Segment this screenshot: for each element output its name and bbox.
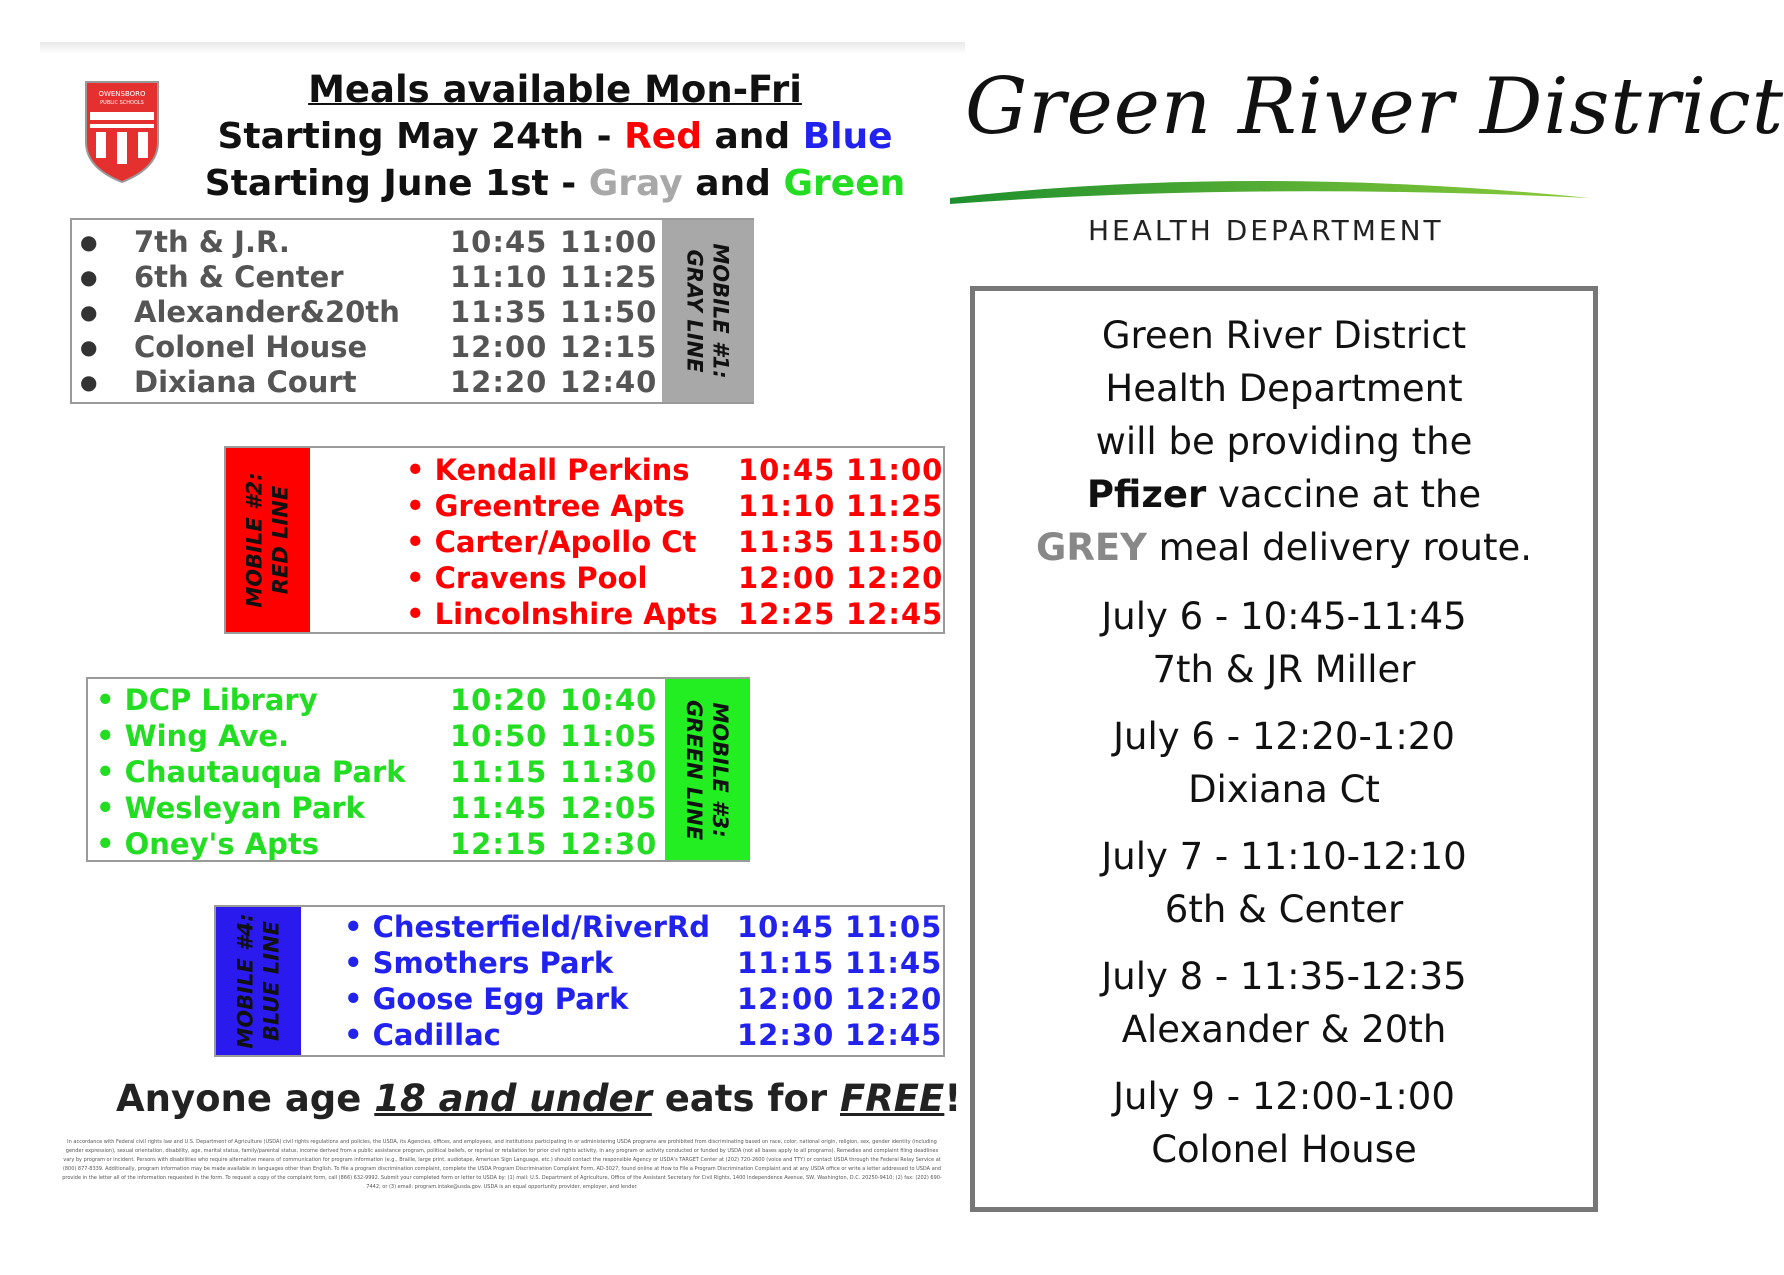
route-blue-line: MOBILE #4: BLUE LINE • Chesterfield/RiverRd 10:45 11:05 • Smothers Park 11:15 11:45 • Goose Egg Park 12:00 12:20 • Cadillac 12:30 12:45 [214, 905, 945, 1057]
free-word: FREE [840, 1077, 945, 1120]
district-subtitle: HEALTH DEPARTMENT [1088, 214, 1444, 247]
vaccine-info-box [970, 286, 1598, 1212]
gray-word: Gray [588, 163, 683, 204]
schedule-entry: July 6 - 12:20-1:20 Dixiana Ct [1113, 715, 1455, 811]
free-meals-notice: Anyone age 18 and under eats for FREE! [116, 1077, 962, 1120]
usda-nondiscrimination-statement: In accordance with Federal civil rights law and U.S. Department of Agriculture (USDA) civil rights regulations and policies, the USDA, its Agencies, offices, and employees, and institutions participating in or administering USDA programs are prohibited from discriminating based on race, color, national origin, religion, sex, gender identity (including gender expression), sexual orientation, disability, age, marital status, family/parental status, income derived from a public assistance program, political beliefs, or reprisal or retaliation for prior civil rights activity, in any program or activity conducted or funded by USDA (not all bases apply to all programs). Remedies and complaint filing deadlines vary by program or incident. Persons with disabilities who require alternative means of communication for program information (e.g., Braille, large print, audiotape, American Sign Language, etc.) should contact the responsible Agency or USDA's TARGET Center at (202) 720-2600 (voice and TTY) or contact USDA through the Federal Relay Service at (800) 877-8339. Additionally, program information may be made available in languages other than English. To file a program discrimination complaint, complete the USDA Program Discrimination Complaint Form, AD-3027, found online at How to File a Program Discrimination Complaint and at any USDA office or write a letter addressed to USDA and provide in the letter all of the information requested in the form. To request a copy of the complaint form, call (866) 632-9992. Submit your completed form or letter to USDA by: (1) mail: U.S. Department of Agriculture, Office of the Assistant Secretary for Civil Rights, 1400 Independence Avenue, SW, Washington, D.C. 20250-9410; (2) fax: (202) 690-7442; or (3) email: program.intake@usda.gov. USDA is an equal opportunity provider, employer, and lender. [62, 1139, 942, 1190]
logo-text-mid: PUBLIC SCHOOLS [100, 100, 144, 106]
mobile-2-label: MOBILE #2: RED LINE [226, 448, 310, 632]
red-word: Red [624, 116, 702, 157]
district-swoosh-graphic [950, 170, 1600, 220]
grey-word: GREY [1035, 526, 1147, 569]
route-green-line: • DCP Library 10:20 10:40 • Wing Ave. 10:50 11:05 • Chautauqua Park 11:15 11:30 • Wesleyan Park 11:45 12:05 • Oney's Apts 12:15 12:30 MOBILE #3: GREEN LINE [86, 677, 750, 862]
district-title: Green River District [965, 62, 1784, 152]
top-shade [40, 42, 965, 54]
pfizer-word: Pfizer [1086, 473, 1207, 516]
route-gray-line: ● 7th & J.R. 10:45 11:00 ● 6th & Center 11:10 11:25 ● Alexander&20th 11:35 11:50 ● Colonel House 12:00 12:15 ● Dixiana Court 12:20 12:40 MOBILE #1: GRAY LINE [70, 218, 754, 404]
school-shield-logo [82, 80, 162, 184]
schedule-entry: July 6 - 10:45-11:45 7th & JR Miller [1101, 595, 1467, 691]
meals-heading: Meals available Mon-Fri [308, 68, 802, 111]
logo-text-top: OWENSBORO [98, 90, 146, 98]
mobile-4-label: MOBILE #4: BLUE LINE [216, 907, 301, 1055]
schedule-entry: July 9 - 12:00-1:00 Colonel House [1113, 1075, 1455, 1171]
route-red-line: MOBILE #2: RED LINE • Kendall Perkins 10:45 11:00 • Greentree Apts 11:10 11:25 • Carter/Apollo Ct 11:35 11:50 • Cravens Pool 12:00 12:20 • Lincolnshire Apts 12:25 12:45 [224, 446, 945, 634]
green-word: Green [783, 163, 906, 204]
mobile-1-label: MOBILE #1: GRAY LINE [662, 220, 754, 402]
start-june-heading: Starting June 1st - Gray and Green [204, 163, 906, 204]
schedule-entry: July 8 - 11:35-12:35 Alexander & 20th [1101, 955, 1467, 1051]
mobile-3-label: MOBILE #3: GREEN LINE [665, 679, 750, 860]
schedule-entry: July 7 - 11:10-12:10 6th & Center [1101, 835, 1467, 931]
vaccine-intro: Green River District Health Department will be providing the Pfizer vaccine at the GREY meal delivery route. [1035, 314, 1533, 569]
age-range: 18 and under [374, 1077, 652, 1120]
start-may-heading: Starting May 24th - Red and Blue [217, 116, 893, 157]
vaccine-schedule [975, 590, 1593, 1176]
blue-word: Blue [802, 116, 893, 157]
